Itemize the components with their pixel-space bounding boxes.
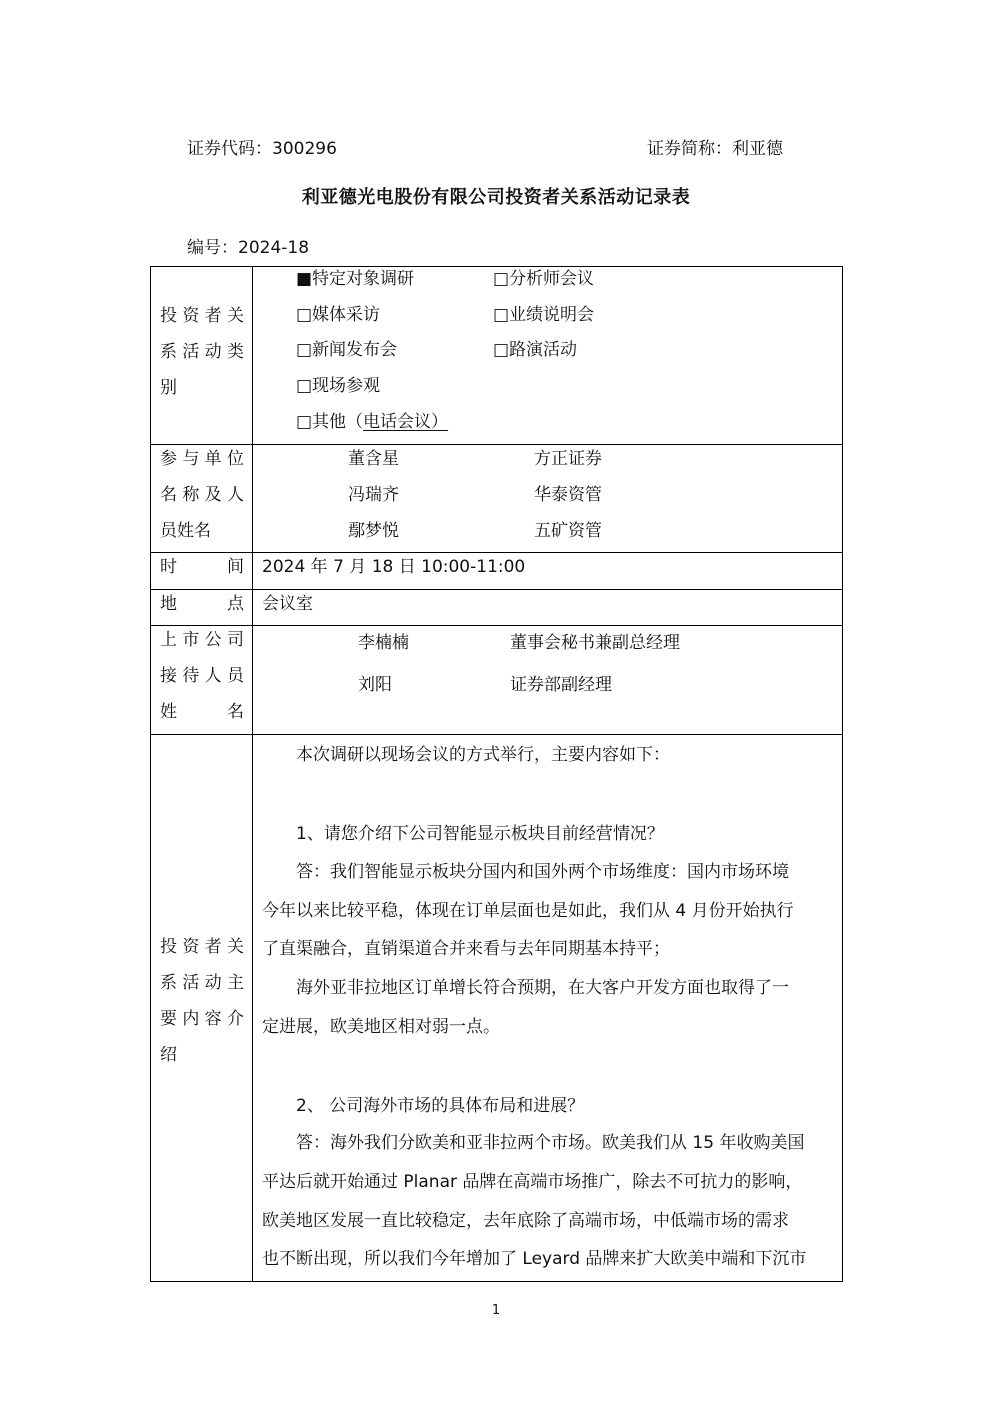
column-divider	[252, 267, 253, 1281]
security-code: 证券代码：300296	[187, 139, 337, 159]
answer-line: 今年以来比较平稳，体现在订单层面也是如此，我们从 4 月份开始执行	[262, 901, 794, 921]
location-label: 地点	[160, 594, 244, 614]
time-value: 2024 年 7 月 18 日 10:00-11:00	[262, 557, 526, 577]
activity-type-label: 投资者关 系活动类 别	[160, 306, 244, 398]
reception-person-name: 李楠楠	[358, 633, 409, 653]
answer-line: 也不断出现，所以我们今年增加了 Leyard 品牌来扩大欧美中端和下沉市	[262, 1249, 807, 1269]
row-divider	[151, 734, 842, 735]
answer-line: 海外亚非拉地区订单增长符合预期，在大客户开发方面也取得了一	[296, 978, 789, 998]
participant-name: 冯瑞齐	[348, 485, 399, 505]
participant-org: 五矿资管	[534, 521, 602, 541]
question-1: 1、请您介绍下公司智能显示板块目前经营情况？	[296, 824, 664, 844]
checkbox-media-interview[interactable]: □媒体采访	[296, 305, 381, 325]
reception-person-name: 刘阳	[358, 675, 392, 695]
checkbox-site-visit[interactable]: □现场参观	[296, 376, 381, 396]
reception-label: 上市公司 接待人员 姓名	[160, 630, 244, 722]
participant-name: 鄢梦悦	[348, 521, 399, 541]
security-short-name: 证券简称：利亚德	[647, 139, 783, 159]
checkbox-other[interactable]	[296, 404, 448, 440]
page-number: 1	[491, 1303, 501, 1318]
participant-org: 方正证券	[534, 449, 602, 469]
row-divider	[151, 625, 842, 626]
checkbox-specific-research[interactable]: ■特定对象调研	[296, 269, 415, 289]
checkbox-analyst-meeting[interactable]: □分析师会议	[493, 269, 595, 289]
answer-line: 答：海外我们分欧美和亚非拉两个市场。欧美我们从 15 年收购美国	[296, 1133, 805, 1153]
answer-line: 平达后就开始通过 Planar 品牌在高端市场推广，除去不可抗力的影响，	[262, 1172, 803, 1192]
checkbox-roadshow[interactable]: □路演活动	[493, 340, 578, 360]
other-option-label: □其他（	[296, 412, 364, 432]
page-title: 利亚德光电股份有限公司投资者关系活动记录表	[301, 187, 691, 208]
row-divider	[151, 444, 842, 445]
question-2: 2、 公司海外市场的具体布局和进展？	[296, 1096, 585, 1116]
other-option-detail: 电话会议）	[363, 412, 449, 432]
location-value: 会议室	[262, 594, 313, 614]
participant-org: 华泰资管	[534, 485, 602, 505]
content-label: 投资者关 系活动主 要内容介 绍	[160, 937, 244, 1065]
document-number: 编号：2024-18	[187, 238, 310, 258]
answer-line: 欧美地区发展一直比较稳定，去年底除了高端市场，中低端市场的需求	[262, 1211, 789, 1231]
answer-line: 了直渠融合，直销渠道合并来看与去年同期基本持平；	[262, 939, 670, 959]
answer-line: 答：我们智能显示板块分国内和国外两个市场维度：国内市场环境	[296, 862, 789, 882]
row-divider	[151, 589, 842, 590]
checkbox-press-conference[interactable]: □新闻发布会	[296, 340, 398, 360]
content-intro: 本次调研以现场会议的方式举行，主要内容如下：	[296, 745, 670, 765]
checkbox-earnings-briefing[interactable]: □业绩说明会	[493, 305, 595, 325]
answer-line: 定进展，欧美地区相对弱一点。	[262, 1017, 500, 1037]
reception-person-title: 证券部副经理	[510, 675, 612, 695]
time-label: 时间	[160, 557, 244, 577]
reception-person-title: 董事会秘书兼副总经理	[510, 633, 680, 653]
participant-name: 董含星	[348, 449, 399, 469]
participants-label: 参与单位 名称及人 员姓名	[160, 449, 244, 541]
record-table	[150, 266, 843, 1282]
